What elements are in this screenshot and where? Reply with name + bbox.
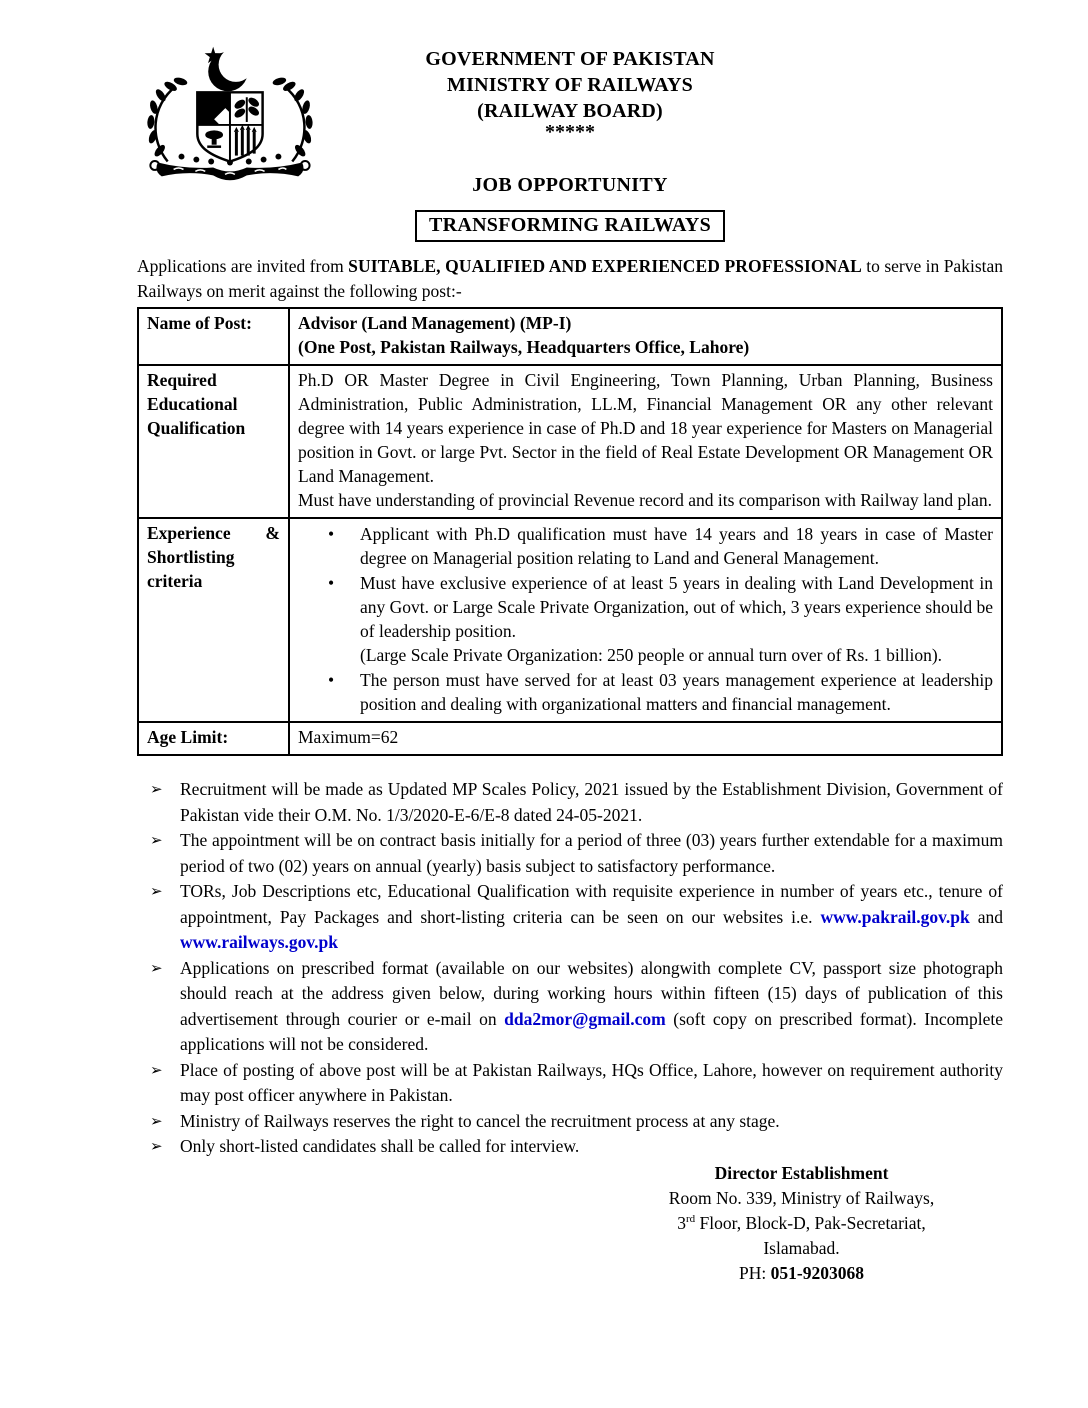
note-shortlisted-interview bbox=[150, 1134, 1003, 1160]
experience-bullet-1-text: Applicant with Ph.D qualification must have 14 years and 18 years in case of Master degree on Managerial position relating to Land and General Management. bbox=[360, 524, 993, 568]
arrow-bullet-icon: ➢ bbox=[150, 782, 163, 798]
experience-value bbox=[289, 518, 1002, 722]
transforming-railways-banner: TRANSFORMING RAILWAYS bbox=[415, 210, 725, 242]
intro-post: to serve in Pakistan Railways on merit against the following post:- bbox=[137, 256, 1004, 301]
pakrail-website-link[interactable]: www.pakrail.gov.pk bbox=[820, 906, 970, 927]
phone-number: 051-9203068 bbox=[770, 1262, 864, 1283]
job-opportunity-title: JOB OPPORTUNITY bbox=[472, 174, 668, 196]
note-4-post: (soft copy on prescribed format). Incomplete applications will not be considered. bbox=[180, 1008, 1003, 1054]
header-government: GOVERNMENT OF PAKISTAN bbox=[425, 48, 715, 70]
note-5-text: Place of posting of above post will be at Pakistan Railways, HQs Office, Lahore, however on requirement authority may post officer anywhere in Pakistan. bbox=[180, 1059, 1003, 1105]
railways-website-link[interactable]: www.railways.gov.pk bbox=[180, 932, 339, 952]
note-3-text: TORs, Job Descriptions etc, Educational Qualification with requisite experience in number of years etc., tenure of appointment, Pay Packages and short-listing criteria can be seen on our websites i.e. bbox=[180, 881, 1003, 927]
table-row-experience bbox=[138, 518, 1002, 722]
signatory-phone bbox=[574, 1261, 1029, 1286]
post-subtitle: (One Post, Pakistan Railways, Headquarters Office, Lahore) bbox=[298, 337, 750, 357]
experience-label: Experience & Shortlisting criteria bbox=[138, 518, 289, 722]
arrow-bullet-icon: ➢ bbox=[150, 960, 163, 977]
address-line-2-rest: Floor, Block-D, Pak-Secretariat, bbox=[695, 1212, 926, 1233]
pakistan-state-emblem-icon bbox=[138, 44, 316, 194]
qualification-para-1: Ph.D OR Master Degree in Civil Engineering, Town Planning, Urban Planning, Business Administration, Public Administration, LL.M, Financial Management OR any other relevant degree with 14 years experience in case of Ph.D and 18 year experience for Masters on Managerial position in Govt. or large Pvt. Sector in the field of Real Estate Development OR Management OR Land Management. bbox=[298, 370, 993, 486]
signatory-address-line-2 bbox=[574, 1211, 1029, 1236]
note-4-text: Applications on prescribed format (available on our websites) alongwith complete CV, passport size photograph should reach at the address given below, during working hours within fifteen (15) days of publication of this advertisement through courier or e-mail on bbox=[180, 957, 1003, 1029]
intro-paragraph bbox=[137, 254, 1003, 304]
signatory-address-line-3: Islamabad. bbox=[763, 1237, 840, 1258]
signatory-title: Director Establishment bbox=[714, 1162, 889, 1183]
arrow-bullet-icon: ➢ bbox=[150, 1113, 163, 1130]
arrow-bullet-icon: ➢ bbox=[150, 1139, 163, 1155]
note-3-and: and bbox=[969, 906, 1003, 927]
bullet-icon: • bbox=[328, 573, 335, 593]
intro-pre: Applications are invited from bbox=[137, 256, 349, 276]
post-title: Advisor (Land Management) (MP-I) bbox=[298, 313, 572, 333]
header-board: (RAILWAY BOARD) bbox=[477, 100, 663, 122]
experience-bullet-3-text: The person must have served for at least 03 years management experience at leadership position and dealing with organizational matters and financial management. bbox=[360, 670, 993, 714]
experience-bullet-2-text: Must have exclusive experience of at least 5 years in dealing with Land Development in any Govt. or Large Scale Private Organization, out of which, 3 years experience should be of leadership position. bbox=[360, 573, 993, 641]
signature-block bbox=[574, 1161, 1029, 1286]
note-2-text: The appointment will be on contract basis initially for a period of three (03) years further extendable for a maximum period of two (02) years on annual (yearly) basis subject to satisfactory performance. bbox=[180, 830, 1003, 876]
age-limit-value: Maximum=62 bbox=[289, 722, 1002, 755]
bullet-icon: • bbox=[328, 524, 335, 544]
note-1-text: Recruitment will be made as Updated MP Scales Policy, 2021 issued by the Establishment Division, Government of Pakistan vide their O.M. No. 1/3/2020-E-6/E-8 dated 24-05-2021. bbox=[180, 779, 1003, 825]
intro-emphasis: SUITABLE, QUALIFIED AND EXPERIENCED PROFESSIONAL bbox=[348, 256, 862, 276]
note-cancel-right bbox=[150, 1109, 1003, 1135]
table-row-qualification bbox=[138, 365, 1002, 518]
note-7-text: Only short-listed candidates shall be called for interview. bbox=[180, 1136, 580, 1156]
arrow-bullet-icon: ➢ bbox=[150, 884, 163, 900]
name-of-post-value bbox=[289, 308, 1002, 365]
signatory-address-line-1: Room No. 339, Ministry of Railways, bbox=[668, 1187, 935, 1208]
note-application-format bbox=[150, 956, 1003, 1058]
floor-number: 3 bbox=[677, 1212, 686, 1233]
note-place-of-posting bbox=[150, 1058, 1003, 1109]
age-limit-label: Age Limit: bbox=[138, 722, 289, 755]
email-link[interactable]: dda2mor@gmail.com bbox=[504, 1008, 666, 1029]
table-row-name-of-post bbox=[138, 308, 1002, 365]
qualification-value bbox=[289, 365, 1002, 518]
banner-row bbox=[137, 210, 1003, 242]
header-ministry: MINISTRY OF RAILWAYS bbox=[447, 74, 693, 96]
qualification-label: Required Educational Qualification bbox=[138, 365, 289, 518]
experience-bullet-2 bbox=[298, 571, 993, 643]
arrow-bullet-icon: ➢ bbox=[150, 1062, 163, 1079]
qualification-para-2: Must have understanding of provincial Revenue record and its comparison with Railway land plan. bbox=[298, 490, 992, 510]
experience-bullet-3 bbox=[298, 668, 993, 716]
note-6-text: Ministry of Railways reserves the right to cancel the recruitment process at any stage. bbox=[180, 1110, 780, 1131]
note-recruitment-policy bbox=[150, 777, 1003, 828]
table-row-age-limit bbox=[138, 722, 1002, 755]
bullet-icon: • bbox=[328, 670, 335, 690]
header-stars: ***** bbox=[545, 121, 595, 143]
note-tors-websites bbox=[150, 879, 1003, 956]
notes-list bbox=[150, 777, 1003, 1160]
phone-label: PH: bbox=[739, 1262, 771, 1283]
post-details-table bbox=[137, 307, 1003, 756]
experience-bullet-2-note: (Large Scale Private Organization: 250 people or annual turn over of Rs. 1 billion). bbox=[360, 645, 943, 665]
arrow-bullet-icon: ➢ bbox=[150, 833, 163, 849]
floor-ordinal: rd bbox=[685, 1212, 696, 1225]
note-contract-basis bbox=[150, 828, 1003, 879]
name-of-post-label: Name of Post: bbox=[138, 308, 289, 365]
experience-bullet-1 bbox=[298, 522, 993, 570]
